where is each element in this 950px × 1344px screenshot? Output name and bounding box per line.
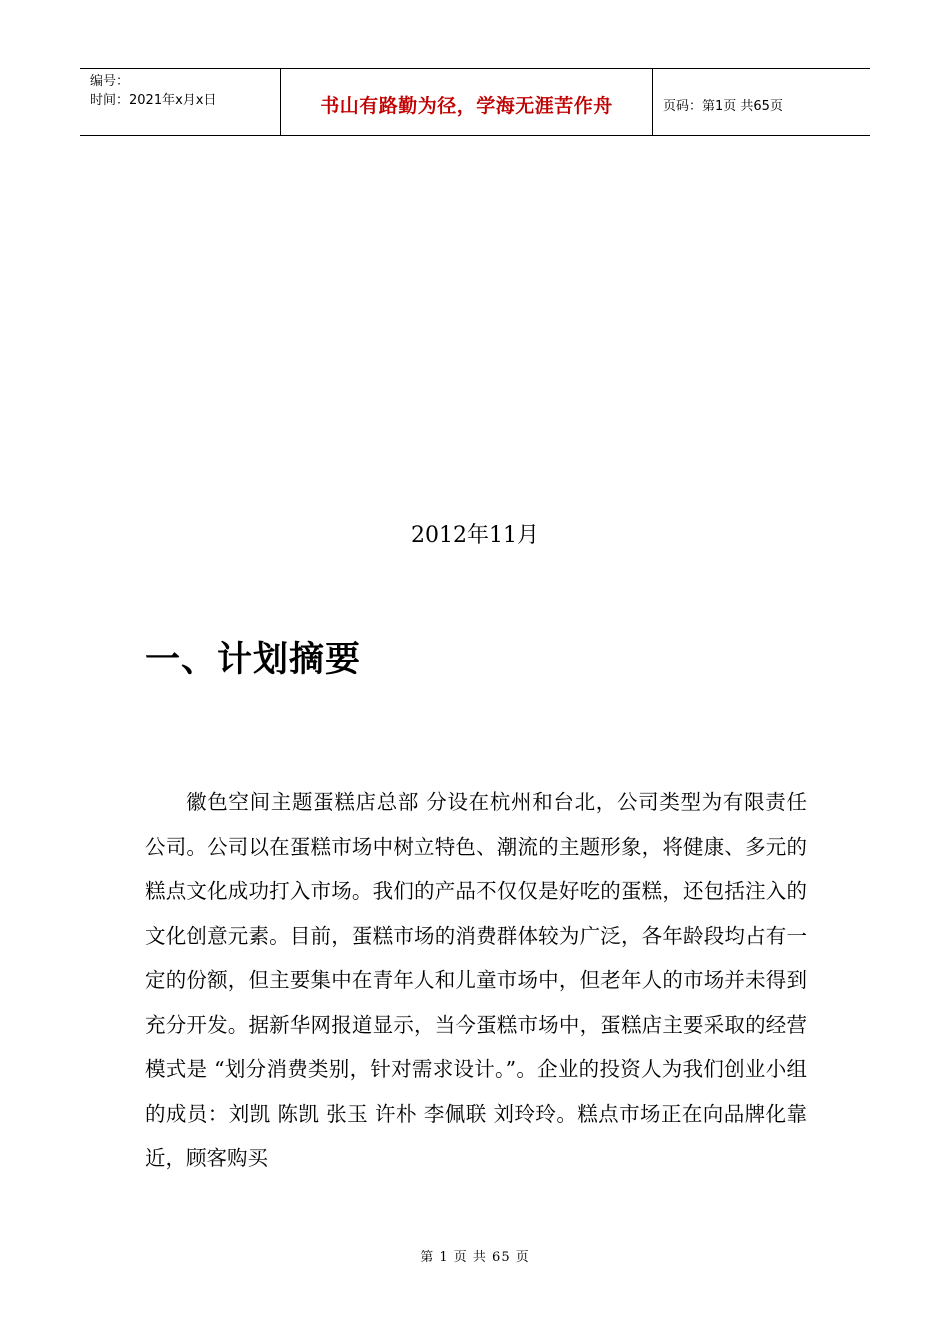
page-header — [80, 68, 870, 136]
document-date: 2012年11月 — [411, 523, 539, 548]
header-motto: 书山有路勤为径，学海无涯苦作舟 — [281, 69, 653, 135]
section-title: 一、计划摘要 — [145, 640, 362, 680]
body-text — [145, 780, 807, 1181]
header-meta — [80, 69, 281, 135]
body-paragraph: 徽色空间主题蛋糕店总部 分设在杭州和台北，公司类型为有限责任公司。公司以在蛋糕市场中树立特色、潮流的主题形象，将健康、多元的糕点文化成功打入市场。我们的产品不仅仅是好吃的蛋糕，还包括注入的文化创意元素。目前，蛋糕市场的消费群体较为广泛，各年龄段均占有一定的份额，但主要集中在青年人和儿童市场中，但老年人的市场并未得到充分开发。据新华网报道显示，当今蛋糕市场中，蛋糕店主要采取的经营模式是 “划分消费类别，针对需求设计。”。企业的投资人为我们创业小组的成员：刘凯 陈凯 张玉 许朴 李佩联 刘玲玲。糕点市场正在向品牌化靠近，顾客购买 — [145, 790, 807, 1170]
header-page-info: 页码：第1页 共65页 — [663, 98, 783, 114]
page-footer: 第 1 页 共 65 页 — [420, 1250, 530, 1265]
document-time-label: 时间：2021年x月x日 — [90, 93, 217, 108]
document-number-label: 编号： — [90, 74, 130, 89]
